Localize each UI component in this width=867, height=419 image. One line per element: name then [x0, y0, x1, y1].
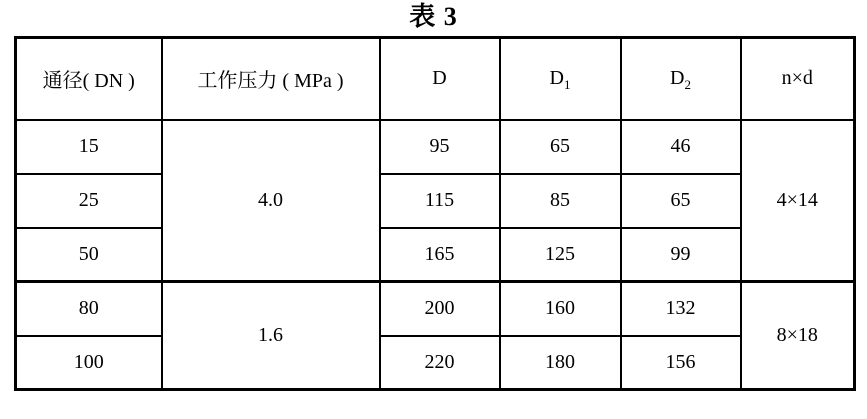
cell-dn: 100: [16, 336, 162, 390]
header-row: [16, 38, 855, 120]
col-header-d2-sub: 2: [684, 77, 691, 93]
table-row-dn80: [16, 282, 855, 336]
table-title: 表 3: [409, 2, 458, 31]
col-header-d1: [500, 38, 621, 120]
col-header-d2-base: D: [670, 67, 685, 90]
col-header-nxd: n×d: [741, 38, 855, 120]
col-header-d2: [621, 38, 741, 120]
cell-pressure-group2: 1.6: [162, 282, 380, 390]
cell-dn: 15: [16, 120, 162, 174]
col-header-pressure: 工作压力 ( MPa ): [162, 38, 380, 120]
cell-d2: 156: [621, 336, 741, 390]
cell-d1: 125: [500, 228, 621, 282]
cell-d: 95: [380, 120, 500, 174]
table-row-dn15: [16, 120, 855, 174]
col-header-d: D: [380, 38, 500, 120]
cell-dn: 50: [16, 228, 162, 282]
cell-d1: 85: [500, 174, 621, 228]
cell-d2: 46: [621, 120, 741, 174]
cell-d1: 65: [500, 120, 621, 174]
cell-dn: 25: [16, 174, 162, 228]
col-header-d1-base: D: [549, 67, 564, 90]
cell-d2: 99: [621, 228, 741, 282]
cell-d: 165: [380, 228, 500, 282]
cell-d: 115: [380, 174, 500, 228]
col-header-dn: 通径( DN ): [16, 38, 162, 120]
table-row-dn25: [16, 174, 855, 228]
cell-d1: 180: [500, 336, 621, 390]
col-header-d1-sub: 1: [563, 77, 571, 93]
cell-d: 200: [380, 282, 500, 336]
cell-nxd-group2: 8×18: [741, 282, 855, 390]
cell-d2: 65: [621, 174, 741, 228]
cell-dn: 80: [16, 282, 162, 336]
cell-d1: 160: [500, 282, 621, 336]
cell-nxd-group1: 4×14: [741, 120, 855, 282]
cell-d: 220: [380, 336, 500, 390]
flange-dimensions-table: [14, 36, 856, 391]
cell-pressure-group1: 4.0: [162, 120, 380, 282]
table-row-dn100: [16, 336, 855, 390]
table-row-dn50: [16, 228, 855, 282]
cell-d2: 132: [621, 282, 741, 336]
